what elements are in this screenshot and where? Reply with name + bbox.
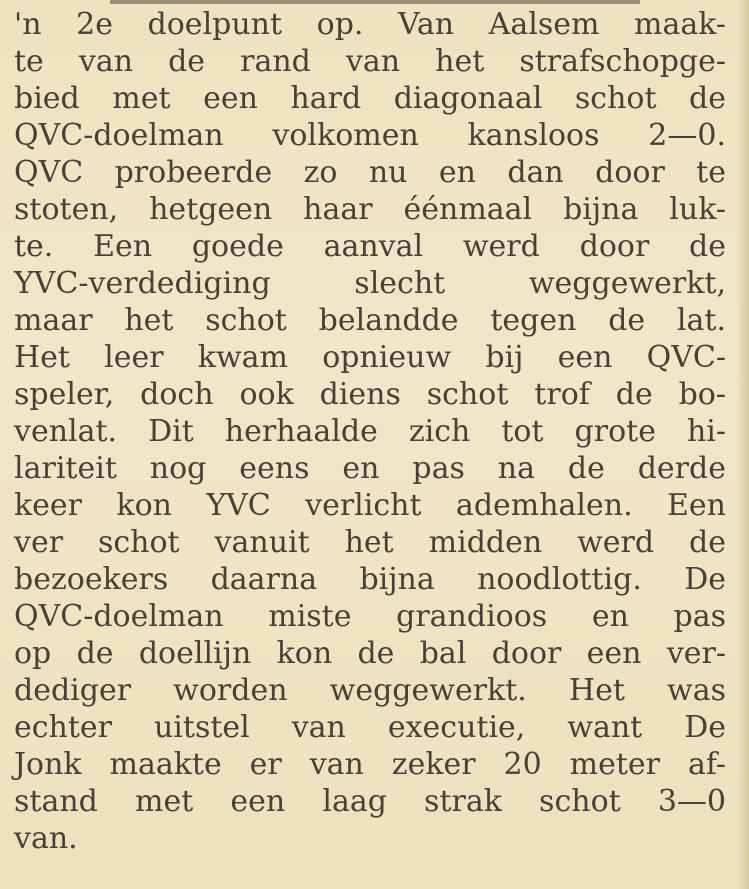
article-line: maar het schot belandde tegen de lat.: [14, 303, 726, 338]
article-line: echter uitstel van executie, want De: [14, 710, 726, 745]
article-line: QVC-doelman volkomen kansloos 2—0.: [14, 118, 726, 153]
article-line: keer kon YVC verlicht ademhalen. Een: [14, 488, 726, 523]
article-line: van.: [14, 821, 78, 856]
article-line: 'n 2e doelpunt op. Van Aalsem maak-: [14, 7, 726, 42]
page-edge: [737, 0, 749, 889]
article-line: stand met een laag strak schot 3—0: [14, 784, 726, 819]
article-line: speler, doch ook diens schot trof de bo-: [14, 377, 726, 412]
article-line: dediger worden weggewerkt. Het was: [14, 673, 726, 708]
article-line: te. Een goede aanval werd door de: [14, 229, 726, 264]
article-line: te van de rand van het strafschopge-: [14, 44, 726, 79]
article-column: [14, 6, 726, 857]
article-line: Jonk maakte er van zeker 20 meter af-: [14, 747, 726, 782]
article-line: op de doellijn kon de bal door een ver-: [14, 636, 726, 671]
article-line: ver schot vanuit het midden werd de: [14, 525, 726, 560]
article-line: venlat. Dit herhaalde zich tot grote hi-: [14, 414, 726, 449]
article-line: QVC-doelman miste grandioos en pas: [14, 599, 726, 634]
article-line: bied met een hard diagonaal schot de: [14, 81, 726, 116]
top-rule: [110, 0, 640, 4]
article-line: bezoekers daarna bijna noodlottig. De: [14, 562, 726, 597]
article-line: lariteit nog eens en pas na de derde: [14, 451, 726, 486]
article-line: YVC-verdediging slecht weggewerkt,: [14, 266, 726, 301]
article-line: Het leer kwam opnieuw bij een QVC-: [14, 340, 726, 375]
article-line: stoten, hetgeen haar éénmaal bijna luk-: [14, 192, 726, 227]
article-line: QVC probeerde zo nu en dan door te: [14, 155, 726, 190]
